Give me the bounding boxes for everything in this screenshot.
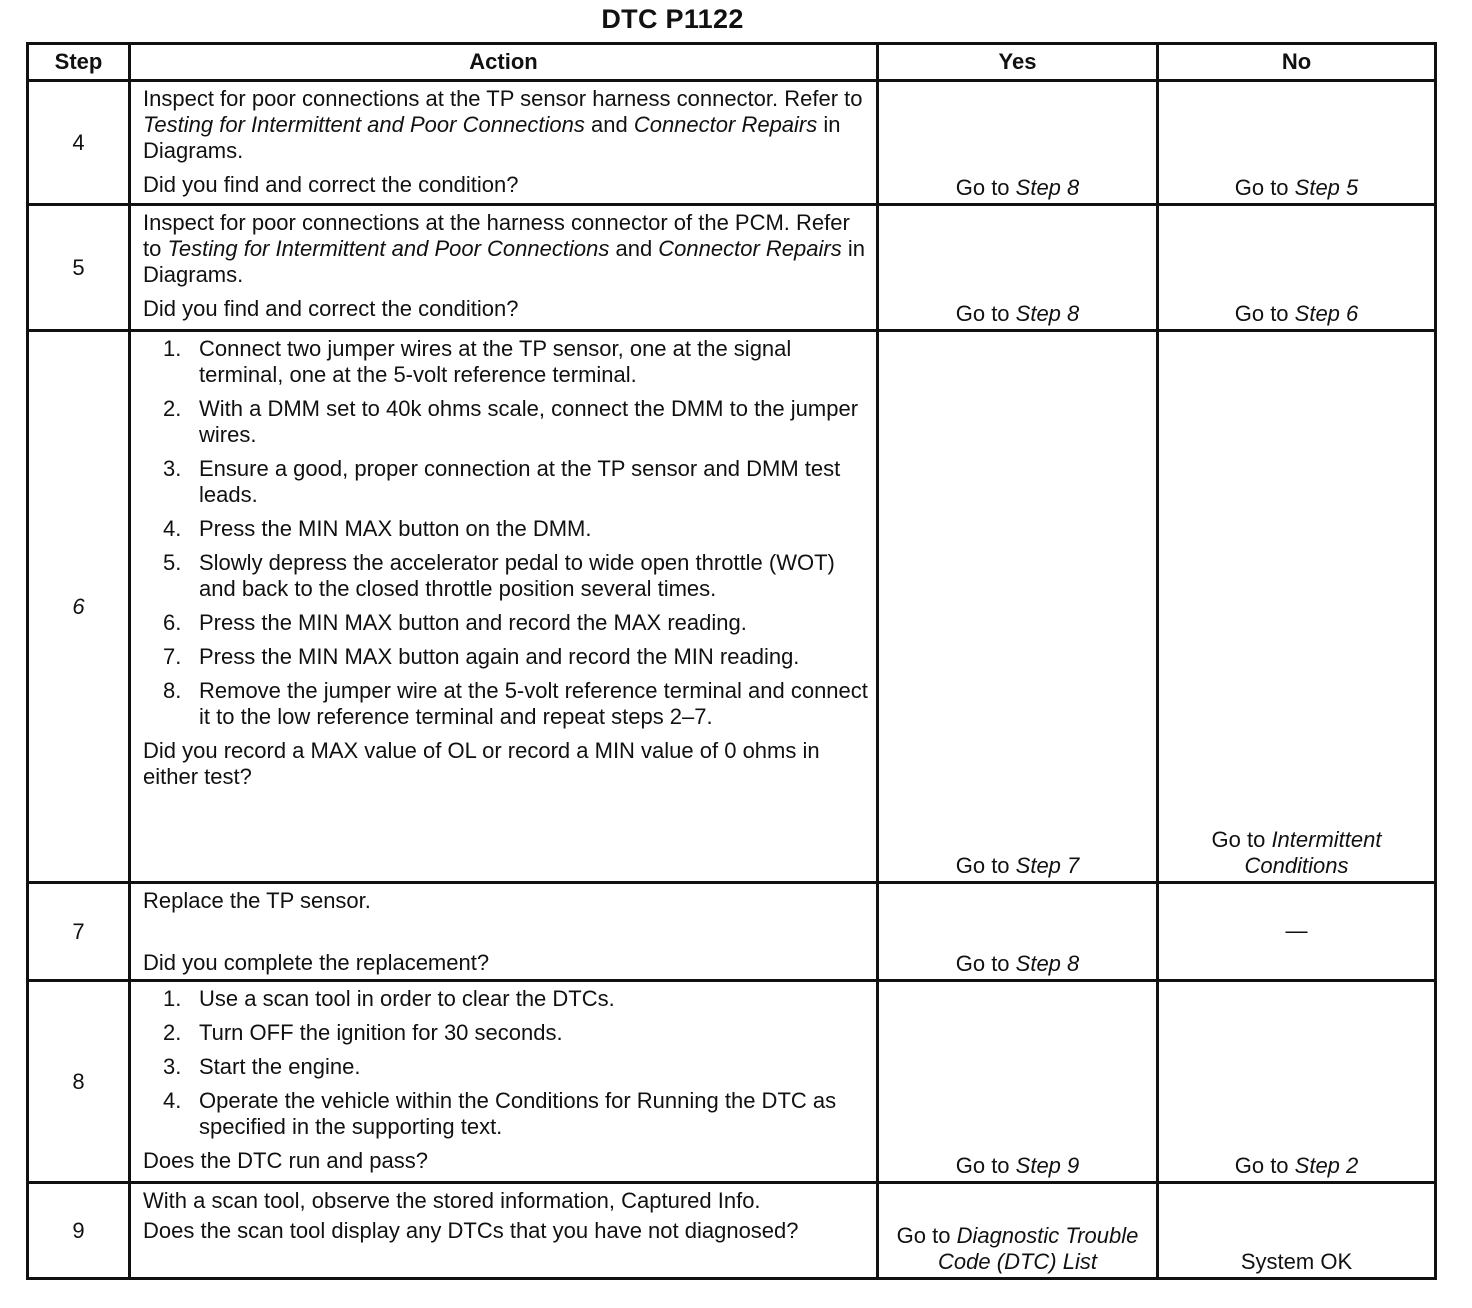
step-number: 5 (28, 205, 130, 331)
table-header-row (28, 44, 1436, 81)
step-number: 9 (28, 1183, 130, 1279)
diagnostic-table (26, 42, 1437, 1280)
action-text: With a scan tool, observe the stored information, Captured Info. (143, 1188, 761, 1213)
list-item: 4. Operate the vehicle within the Conditions for Running the DTC as specified in the supporting text. (163, 1088, 837, 1139)
action-question: Did you find and correct the condition? (143, 296, 519, 321)
action-cell (130, 981, 878, 1183)
table-row (28, 331, 1436, 883)
table-row (28, 1183, 1436, 1279)
list-item: 1. Connect two jumper wires at the TP sensor, one at the signal terminal, one at the 5-volt reference terminal. (163, 336, 792, 387)
yes-cell: Go to Step 9 (878, 981, 1158, 1183)
action-cell (130, 883, 878, 981)
step-number: 8 (28, 981, 130, 1183)
list-item: 2. Turn OFF the ignition for 30 seconds. (163, 1020, 563, 1045)
action-question: Does the DTC run and pass? (143, 1148, 428, 1173)
action-text: Inspect for poor connections at the harness connector of the PCM. Refer to Testing for Intermittent and Poor Connections and Connector Repairs in Diagrams. (143, 210, 865, 287)
step-number: 6 (28, 331, 130, 883)
no-cell: Go to Intermittent Conditions (1158, 331, 1436, 883)
list-item: 6. Press the MIN MAX button and record the MAX reading. (163, 610, 747, 635)
table-row (28, 883, 1436, 981)
no-cell: System OK (1158, 1183, 1436, 1279)
header-no: No (1158, 44, 1436, 81)
action-cell (130, 205, 878, 331)
no-cell: Go to Step 5 (1158, 81, 1436, 205)
action-question: Did you complete the replacement? (143, 950, 490, 975)
step-link: Step 6 (1294, 301, 1359, 326)
action-cell (130, 81, 878, 205)
procedure-list (143, 986, 868, 1140)
step-link: Step 8 (1015, 301, 1080, 326)
list-item: 8. Remove the jumper wire at the 5-volt reference terminal and connect it to the low reference terminal and repeat steps 2–7. (163, 678, 868, 729)
yes-cell: Go to Diagnostic Trouble Code (DTC) List (878, 1183, 1158, 1279)
action-question: Did you record a MAX value of OL or record a MIN value of 0 ohms in either test? (143, 738, 820, 789)
no-cell: Go to Step 6 (1158, 205, 1436, 331)
step-number: 4 (28, 81, 130, 205)
page-title: DTC P1122 (601, 4, 744, 34)
step-link: Step 5 (1294, 175, 1359, 200)
action-question: Does the scan tool display any DTCs that you have not diagnosed? (143, 1218, 799, 1243)
yes-cell: Go to Step 8 (878, 205, 1158, 331)
action-cell (130, 331, 878, 883)
step-link: Step 2 (1294, 1153, 1359, 1178)
step-link: Step 7 (1015, 853, 1080, 878)
yes-cell: Go to Step 8 (878, 883, 1158, 981)
list-item: 7. Press the MIN MAX button again and record the MIN reading. (163, 644, 800, 669)
no-cell: Go to Step 2 (1158, 981, 1436, 1183)
header-yes: Yes (878, 44, 1158, 81)
yes-cell: Go to Step 8 (878, 81, 1158, 205)
yes-cell: Go to Step 7 (878, 331, 1158, 883)
step-link: Intermittent Conditions (1244, 827, 1382, 878)
header-step: Step (28, 44, 130, 81)
action-cell (130, 1183, 878, 1279)
list-item: 2. With a DMM set to 40k ohms scale, connect the DMM to the jumper wires. (163, 396, 859, 447)
list-item: 4. Press the MIN MAX button on the DMM. (163, 516, 592, 541)
no-cell: — (1158, 883, 1436, 981)
list-item: 3. Ensure a good, proper connection at the TP sensor and DMM test leads. (163, 456, 841, 507)
list-item: 3. Start the engine. (163, 1054, 361, 1079)
step-link: Step 9 (1015, 1153, 1080, 1178)
table-row (28, 981, 1436, 1183)
step-link: Step 8 (1015, 175, 1080, 200)
list-item: 5. Slowly depress the accelerator pedal to wide open throttle (WOT) and back to the closed throttle position several times. (163, 550, 835, 601)
header-action: Action (130, 44, 878, 81)
action-text: Inspect for poor connections at the TP sensor harness connector. Refer to Testing for Intermittent and Poor Connections and Connector Repairs in Diagrams. (143, 86, 863, 163)
procedure-list (143, 336, 868, 730)
step-link: Diagnostic Trouble Code (DTC) List (938, 1223, 1139, 1274)
table-row (28, 81, 1436, 205)
step-number: 7 (28, 883, 130, 981)
action-text: Replace the TP sensor. (143, 888, 371, 913)
table-row (28, 205, 1436, 331)
list-item: 1. Use a scan tool in order to clear the DTCs. (163, 986, 615, 1011)
step-link: Step 8 (1015, 951, 1080, 976)
action-question: Did you find and correct the condition? (143, 172, 519, 197)
